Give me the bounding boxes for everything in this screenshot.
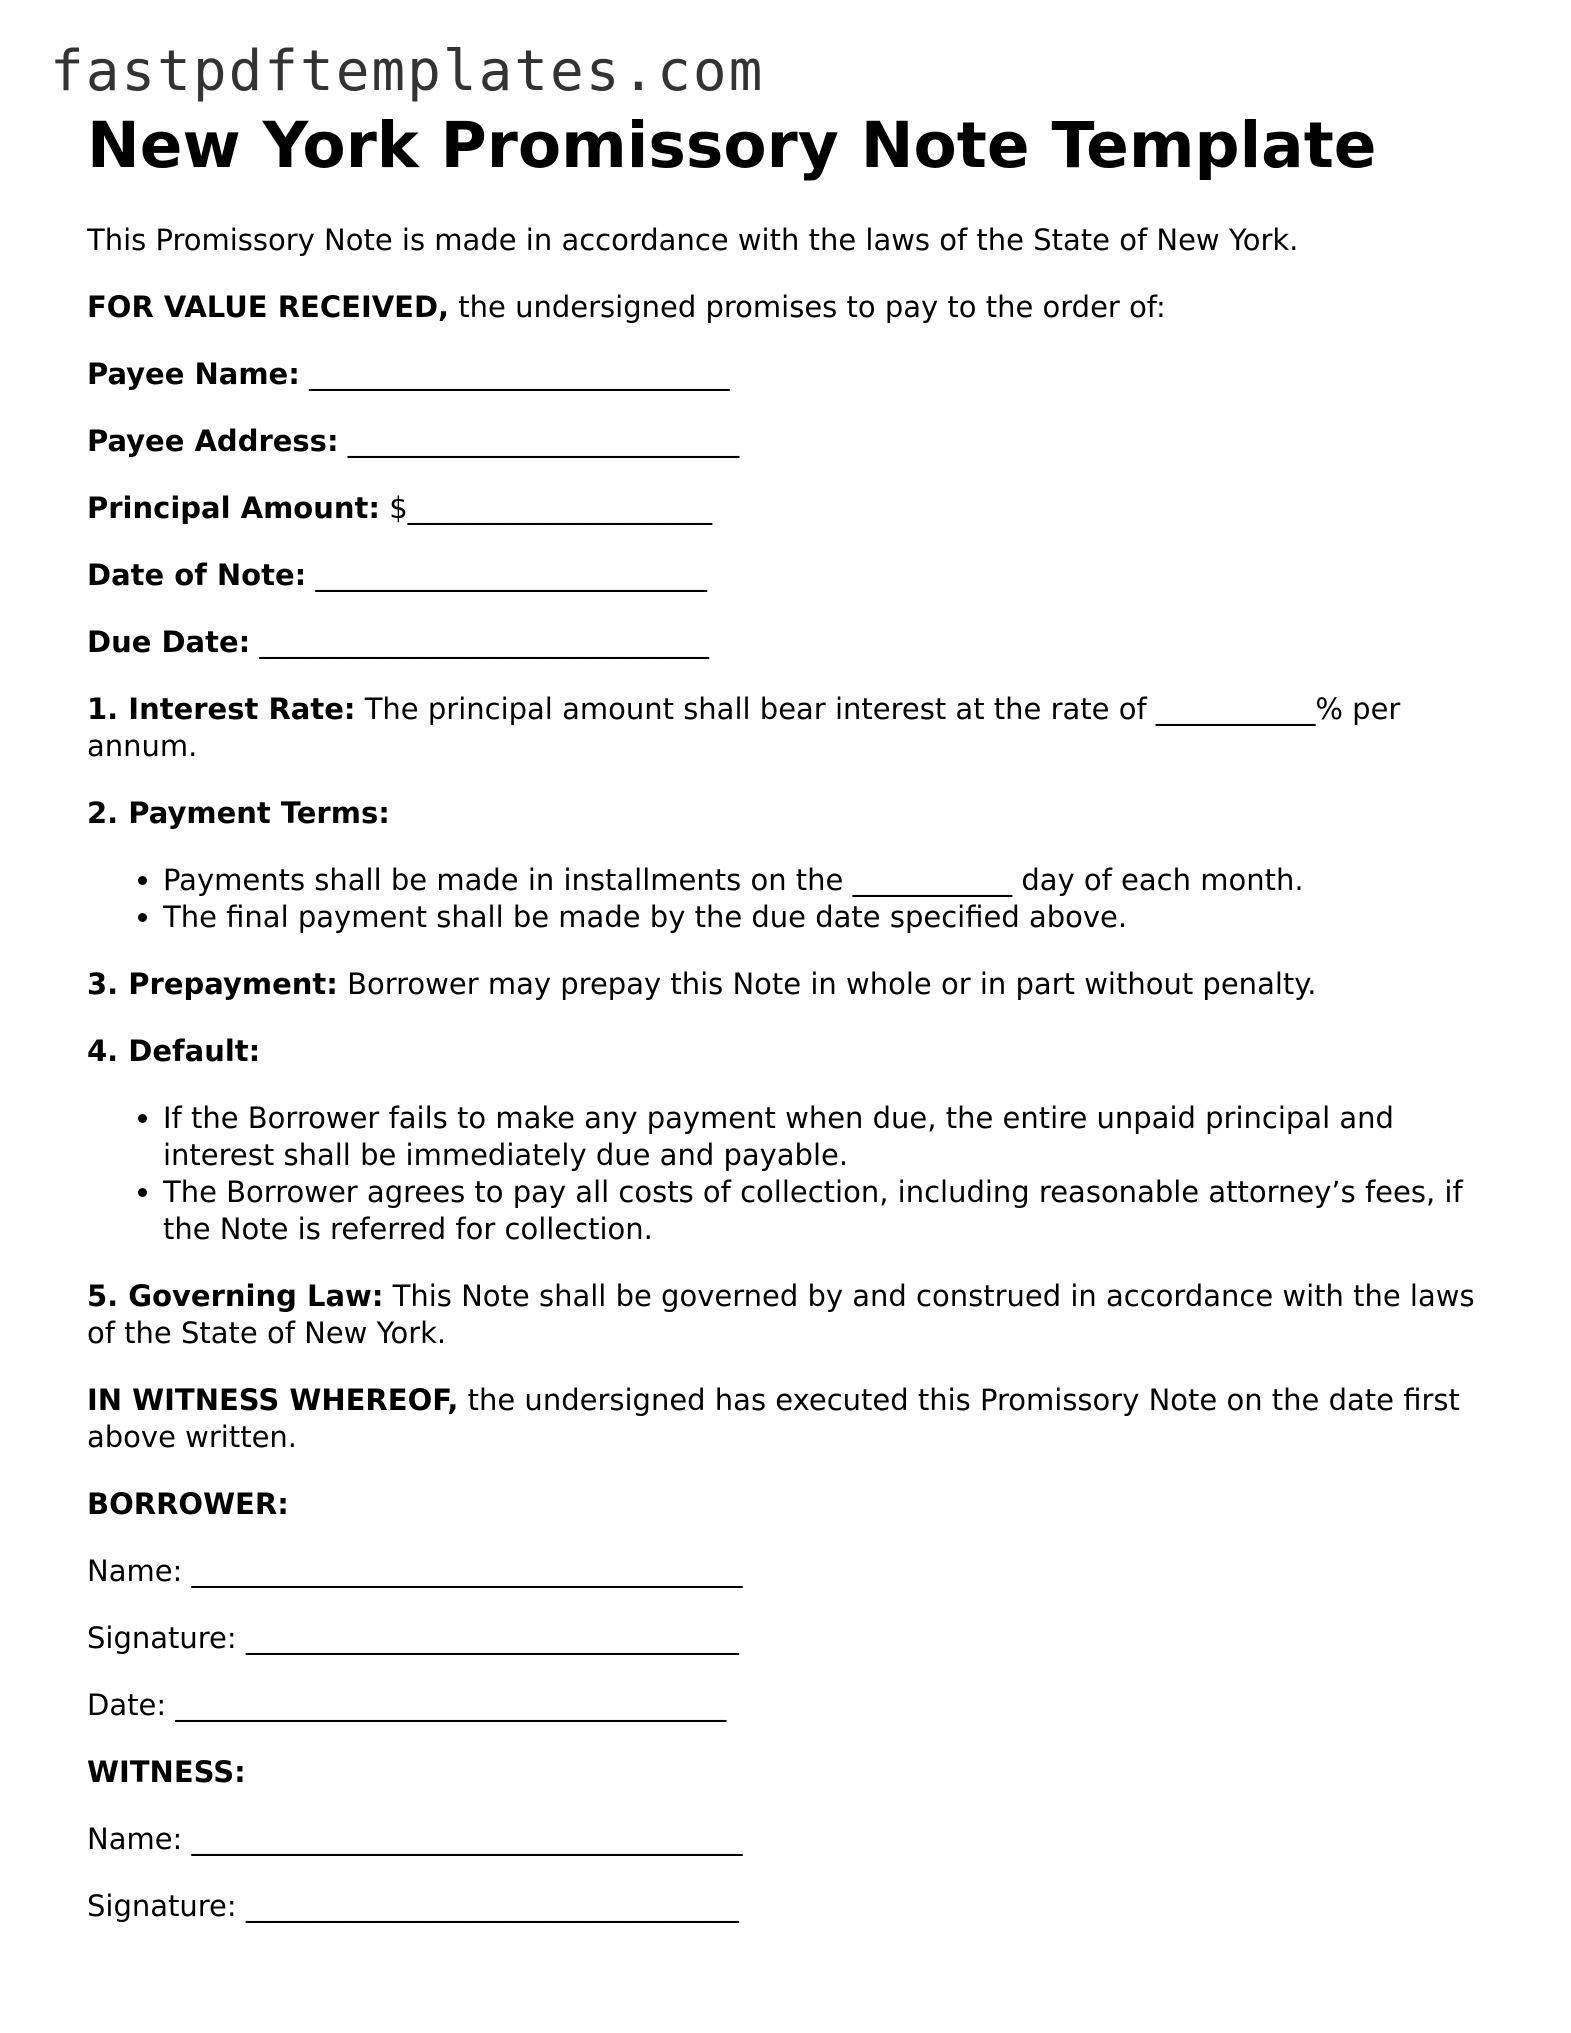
payee-address-field[interactable] — [87, 423, 1487, 460]
document-body — [87, 110, 1487, 1955]
borrower-date-field[interactable]: Date: ______________________________________ — [87, 1688, 727, 1723]
list-item: • If the Borrower fails to make any payment when due, the entire unpaid principal and interest shall be immediately due and payable. — [163, 1100, 1487, 1174]
governing-law-section — [87, 1278, 1487, 1352]
value-received-paragraph — [87, 289, 1487, 326]
due-date-blank[interactable]: _______________________________ — [250, 625, 709, 660]
governing-law-label: 5. Governing Law: — [87, 1279, 384, 1314]
witness-heading — [87, 1754, 1487, 1791]
prepayment-section — [87, 966, 1487, 1003]
governing-law-text: This Note shall be governed by and construed in accordance with the laws of the State of New York. — [87, 1279, 1475, 1351]
prepayment-text: Borrower may prepay this Note in whole or in part without penalty. — [337, 967, 1317, 1002]
date-of-note-field[interactable] — [87, 557, 1487, 594]
default-list — [87, 1100, 1487, 1248]
interest-rate-text: The principal amount shall bear interest at the rate of ___________% per annum. — [87, 692, 1401, 764]
value-received-label: FOR VALUE RECEIVED, — [87, 290, 450, 325]
watermark: fastpdftemplates.com — [50, 39, 765, 104]
payee-name-field[interactable] — [87, 356, 1487, 393]
principal-amount-label: Principal Amount: — [87, 491, 380, 526]
borrower-signature-field[interactable]: Signature: __________________________________ — [87, 1621, 739, 1656]
payment-terms-heading — [87, 795, 1487, 832]
witness-heading-label: WITNESS: — [87, 1755, 246, 1790]
date-of-note-label: Date of Note: — [87, 558, 307, 593]
borrower-name-field[interactable]: Name: ______________________________________ — [87, 1554, 743, 1589]
interest-rate-section — [87, 691, 1487, 765]
payment-terms-list — [87, 862, 1487, 936]
list-item: • The final payment shall be made by the due date specified above. — [163, 899, 1487, 936]
principal-amount-field[interactable] — [87, 490, 1487, 527]
date-of-note-blank[interactable]: ___________________________ — [306, 558, 707, 593]
due-date-label: Due Date: — [87, 625, 251, 660]
payee-name-blank[interactable]: _____________________________ — [299, 357, 730, 392]
borrower-heading — [87, 1486, 1487, 1523]
payee-address-blank[interactable]: ___________________________ — [338, 424, 740, 459]
payee-name-label: Payee Name: — [87, 357, 300, 392]
document-title: New York Promissory Note Template — [87, 109, 1377, 182]
witness-whereof-label: IN WITNESS WHEREOF, — [87, 1383, 459, 1418]
list-item: • The Borrower agrees to pay all costs of collection, including reasonable attorney’s fees, if the Note is referred for collection. — [163, 1174, 1487, 1248]
principal-amount-blank[interactable]: $_____________________ — [379, 491, 713, 526]
witness-name-field[interactable]: Name: ______________________________________ — [87, 1822, 743, 1857]
borrower-heading-label: BORROWER: — [87, 1487, 289, 1522]
intro-paragraph: This Promissory Note is made in accordance with the laws of the State of New York. — [87, 223, 1299, 258]
default-label: 4. Default: — [87, 1034, 261, 1069]
interest-rate-label: 1. Interest Rate: — [87, 692, 356, 727]
value-received-text: the undersigned promises to pay to the order of: — [449, 290, 1166, 325]
due-date-field[interactable] — [87, 624, 1487, 661]
witness-whereof-paragraph — [87, 1382, 1487, 1456]
default-heading — [87, 1033, 1487, 1070]
payment-terms-label: 2. Payment Terms: — [87, 796, 390, 831]
payee-address-label: Payee Address: — [87, 424, 339, 459]
prepayment-label: 3. Prepayment: — [87, 967, 338, 1002]
witness-whereof-text: the undersigned has executed this Promissory Note on the date first above written. — [87, 1383, 1460, 1455]
list-item: • Payments shall be made in installments on the ___________ day of each month. — [163, 862, 1487, 899]
witness-signature-field[interactable]: Signature: __________________________________ — [87, 1889, 739, 1924]
